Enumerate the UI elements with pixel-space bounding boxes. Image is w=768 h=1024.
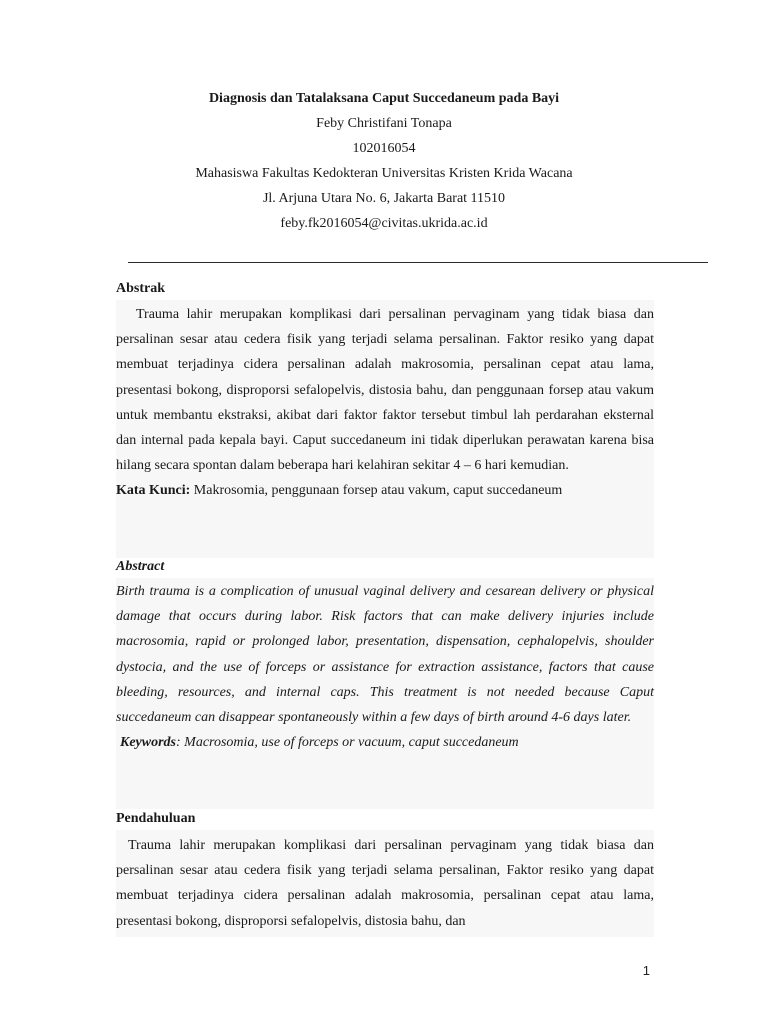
author-affiliation: Mahasiswa Fakultas Kedokteran Universitas Kristen Krida Wacana [195,166,573,181]
author-email: feby.fk2016054@civitas.ukrida.ac.id [280,216,488,231]
pendahuluan-body: Trauma lahir merupakan komplikasi dari persalinan pervaginam yang tidak biasa dan persalinan sesar atau cedera fisik yang terjadi selama persalinan, Faktor resiko yang dapat membuat terjadinya cidera persalinan adalah makrosomia, persalinan cepat atau lama, presentasi bokong, disproporsi sefalopelvis, distosia bahu, dan [116,838,654,929]
abstrak-section [116,278,654,558]
abstrak-body: Trauma lahir merupakan komplikasi dari persalinan pervaginam yang tidak biasa dan persalinan sesar atau cedera fisik yang terjadi selama persalinan. Faktor resiko yang dapat membuat terjadinya cidera persalinan adalah makrosomia, persalinan cepat atau lama, presentasi bokong, disproporsi sefalopelvis, distosia bahu, dan penggunaan forsep atau vakum untuk membantu ekstraksi, akibat dari faktor faktor tersebut timbul lah perdarahan eksternal dan internal pada kepala bayi. Caput succedaneum ini tidak diperlukan perawatan karena bisa hilang secara spontan dalam beberapa hari kelahiran sekitar 4 – 6 hari kemudian. [116,307,654,474]
abstract-block [116,578,654,809]
pendahuluan-heading: Pendahuluan [116,811,196,826]
author-address: Jl. Arjuna Utara No. 6, Jakarta Barat 11510 [262,191,506,206]
abstract-keywords: : Macrosomia, use of forceps or vacuum, caput succedaneum [176,735,519,751]
abstract-heading: Abstract [116,559,165,574]
abstract-body: Birth trauma is a complication of unusual vaginal delivery and cesarean delivery or physical damage that occurs during labor. Risk factors that can make delivery injuries include macrosomia, rapid or prolonged labor, presentation, dispensation, cephalopelvis, shoulder dystocia, and the use of forceps or assistance for extraction assistance, factors that cause bleeding, resources, and internal caps. This treatment is not needed because Caput succedaneum can disappear spontaneously within a few days of birth around 4-6 days later. [116,584,654,726]
pendahuluan-block [116,830,654,937]
abstrak-heading: Abstrak [116,281,166,296]
student-id: 102016054 [352,141,416,156]
pendahuluan-section [116,808,654,937]
paper-title: Diagnosis dan Tatalaksana Caput Succedaneum pada Bayi [208,91,560,106]
abstract-keywords-line [116,730,654,755]
author-name: Feby Christifani Tonapa [316,116,452,131]
abstract-keywords-label: Keywords [120,735,176,751]
abstrak-keywords: Makrosomia, penggunaan forsep atau vakum, caput succedaneum [190,483,563,499]
abstrak-block [116,300,654,558]
page-number: 1 [642,963,650,978]
abstrak-keywords-line [116,478,654,503]
abstrak-keywords-label: Kata Kunci: [116,483,191,499]
header-divider [128,262,708,263]
abstract-section [116,556,654,809]
paper-header [100,86,668,236]
